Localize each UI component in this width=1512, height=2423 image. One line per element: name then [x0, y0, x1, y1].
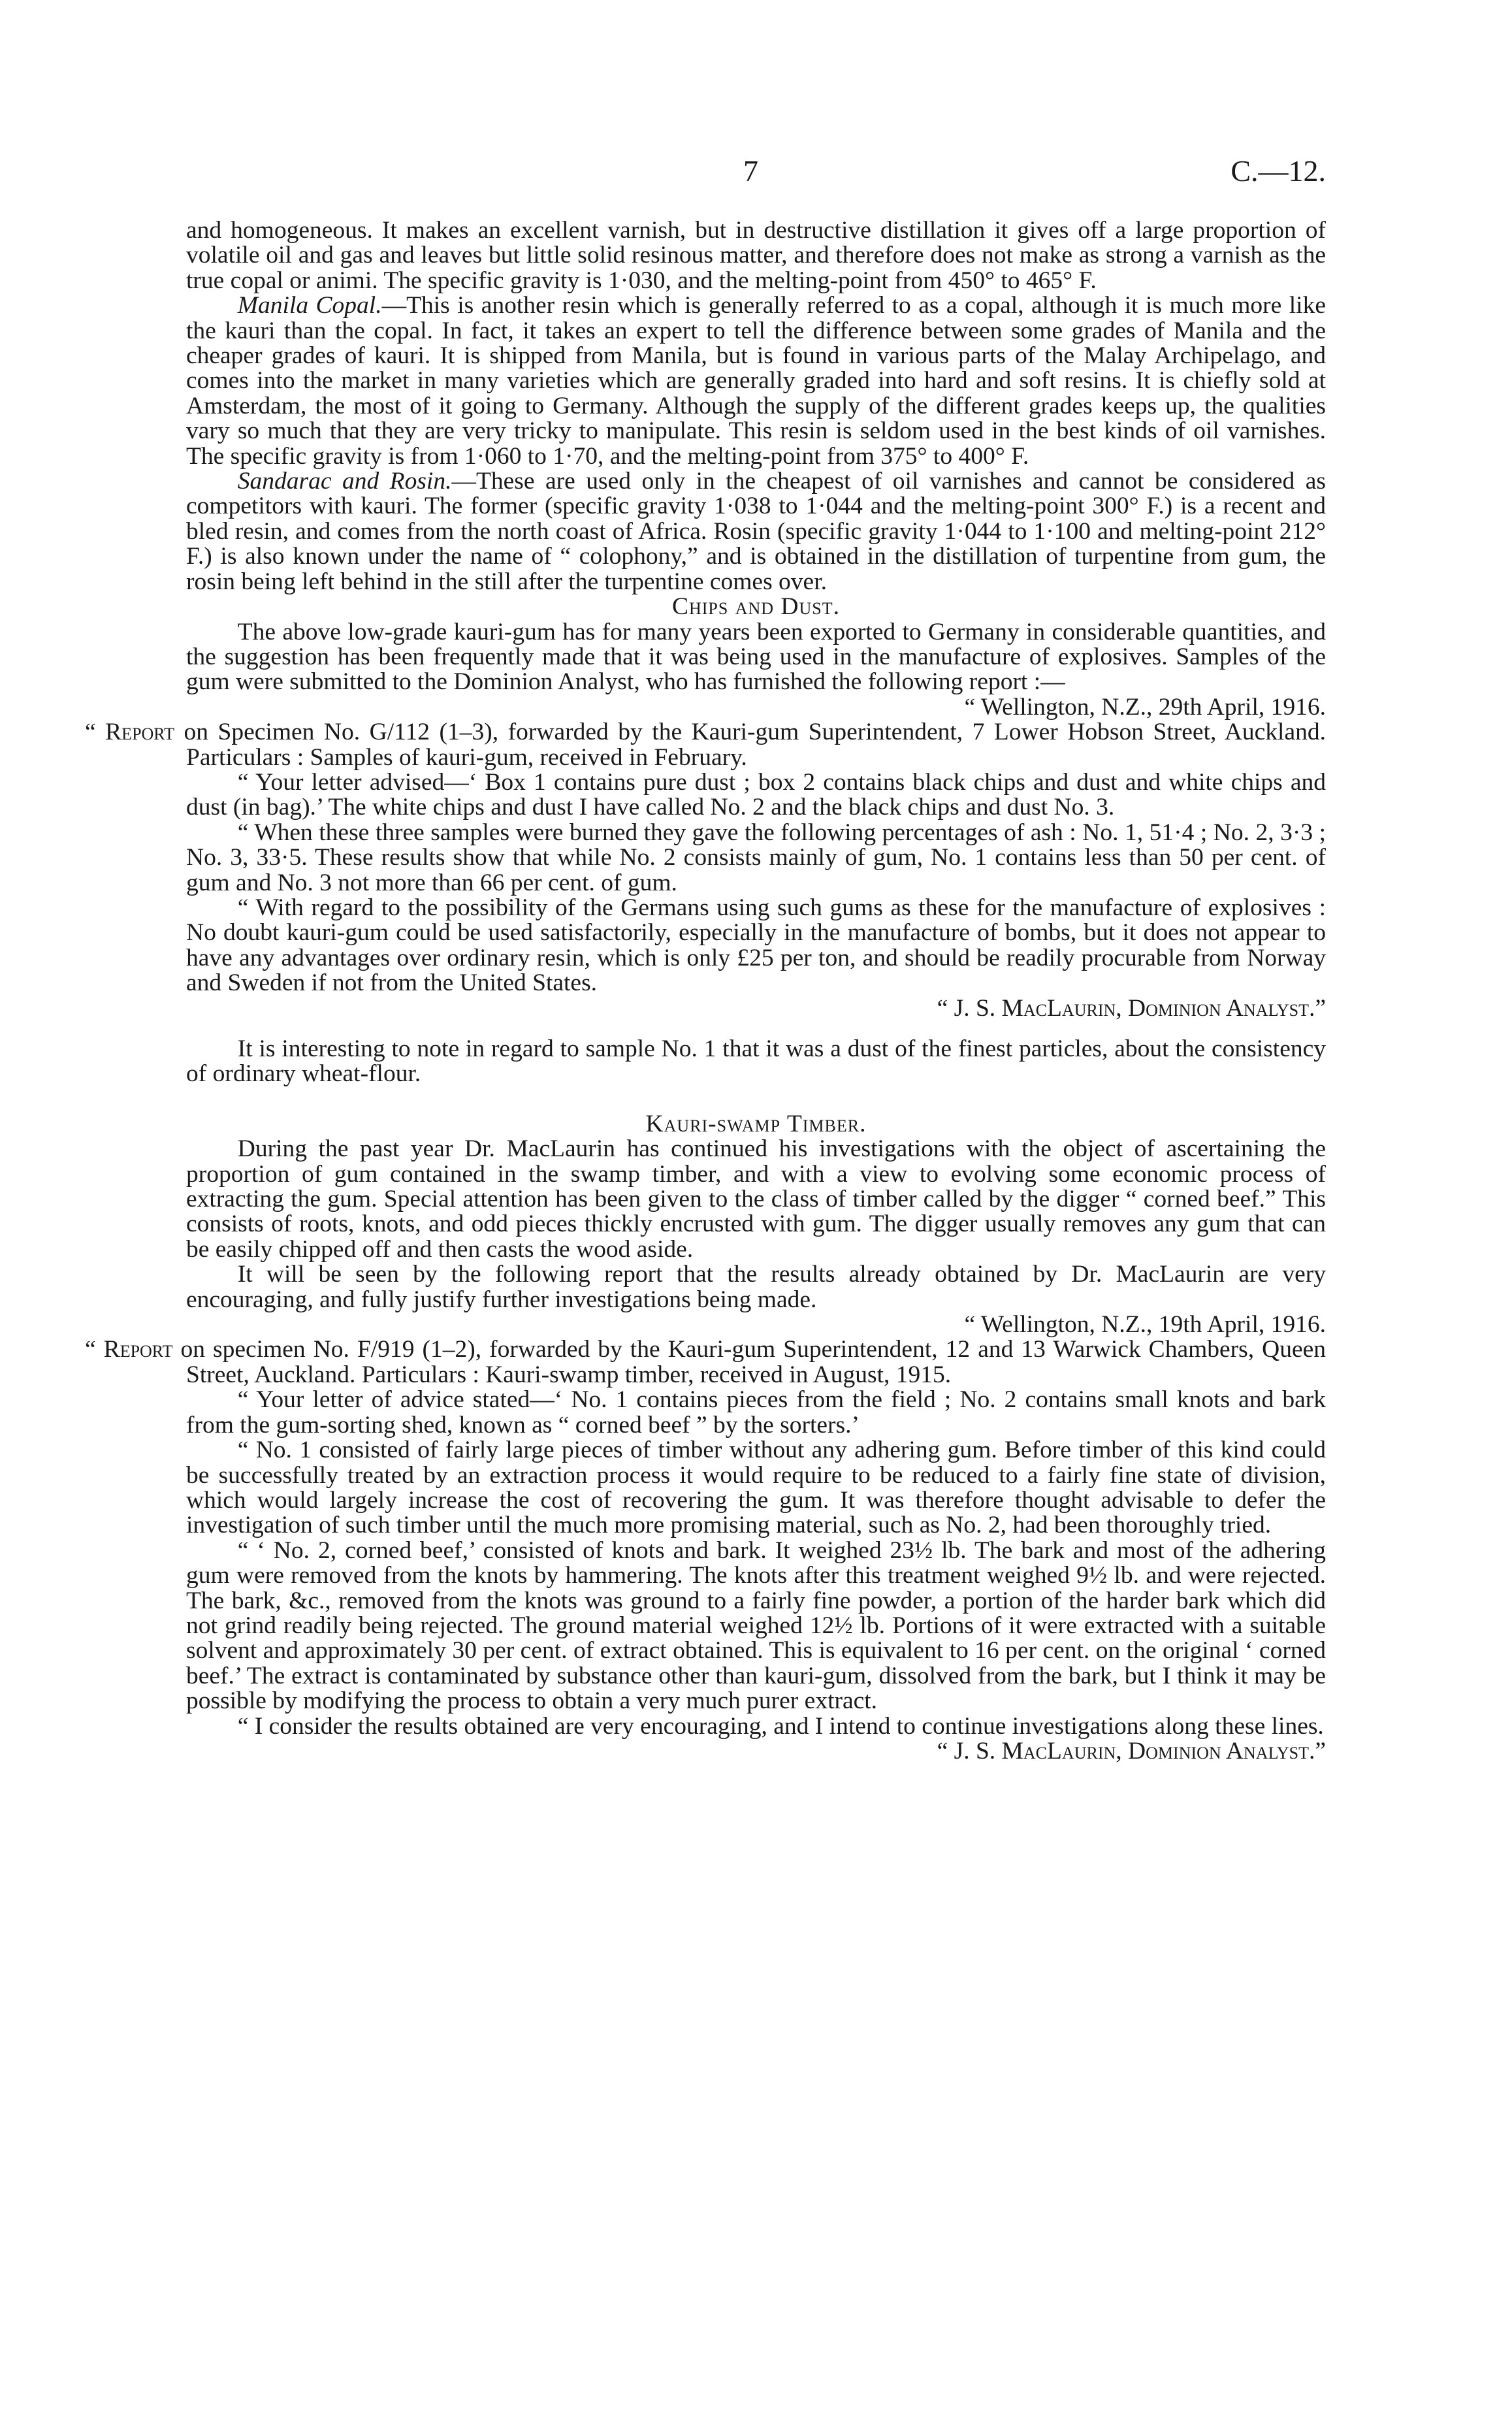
- report2-quote-advice: “ Your letter of advice stated—‘ No. 1 contains pieces from the field ; No. 2 contains small knots and bark from the gum-sorting shed, known as “ corned beef ” by the sorters.’: [186, 1386, 1326, 1439]
- paragraph-low-grade-gum: The above low-grade kauri-gum has for many years been exported to Germany in considerable quantities, and the suggestion has been frequently made that it was being used in the manufacture of explosives. Samples of the gum were submitted to the Dominion Analyst, who has furnished the following report :—: [186, 618, 1326, 696]
- report1-quote-letter: “ Your letter advised—‘ Box 1 contains pure dust ; box 2 contains black chips and dust and white chips and dust (in bag).’ The white chips and dust I have called No. 2 and the black chips and dust No. 3.: [186, 768, 1326, 821]
- report2-date: “ Wellington, N.Z., 19th April, 1916.: [964, 1311, 1326, 1339]
- report1-text: on Specimen No. G/112 (1–3), forwarded by the Kauri-gum Superintendent, 7 Lower Hobson Street, Auckland. Particulars : Samples of kauri-gum, received in February.: [174, 719, 1326, 771]
- paragraph-homogeneous: and homogeneous. It makes an excellent varnish, but in destructive distillation it gives off a large proportion of volatile oil and gas and leaves but little solid resinous matter, and therefore does not make as strong a varnish as the true copal or animi. The specific gravity is 1·030, and the melting-point from 450° to 465° F.: [186, 217, 1326, 294]
- document-reference: C.—12.: [1231, 154, 1326, 187]
- heading-chips-and-dust: Chips and Dust.: [671, 593, 841, 621]
- report2-quote-no1: “ No. 1 consisted of fairly large pieces of timber without any adhering gum. Before timber of this kind could be successfully treated by an extraction process it would require to be reduced to a fairly fine state of division, which would largely increase the cost of recovering the gum. It was therefore thought advisable to defer the investigation of such timber until the much more promising material, such as No. 2, had been thoroughly tried.: [186, 1437, 1326, 1539]
- paragraph-sample-note: It is interesting to note in regard to sample No. 1 that it was a dust of the finest particles, about the consistency of ordinary wheat-flour.: [186, 1035, 1326, 1088]
- report1-lead: “ Report: [85, 719, 174, 746]
- report2-quote-no2: “ ‘ No. 2, corned beef,’ consisted of knots and bark. It weighed 23½ lb. The bark and most of the adhering gum were removed from the knots by hammering. The knots after this treatment weighed 9½ lb. and were rejected. The bark, &c., removed from the knots was ground to a fairly fine powder, a portion of the harder bark which did not grind readily being rejected. The ground material weighed 12½ lb. Portions of it were extracted with a suitable solvent and approximately 30 per cent. of extract obtained. This is equivalent to 16 per cent. on the original ‘ corned beef.’ The extract is contaminated by substance other than kauri-gum, dissolved from the bark, but I think it may be possible by modifying the process to obtain a very much purer extract.: [186, 1537, 1326, 1715]
- manila-copal-title: Manila Copal.: [237, 292, 382, 319]
- report2-quote-conclusion: “ I consider the results obtained are very encouraging, and I intend to continue investigations along these lines.: [237, 1712, 1324, 1740]
- report1-date: “ Wellington, N.Z., 29th April, 1916.: [964, 693, 1326, 721]
- report1-signature: “ J. S. MacLaurin, Dominion Analyst.”: [937, 994, 1326, 1022]
- spacer: [186, 1021, 1326, 1037]
- report2-signature: “ J. S. MacLaurin, Dominion Analyst.”: [937, 1737, 1326, 1764]
- report2-header: [85, 1336, 1327, 1388]
- report1-quote-explosives: “ With regard to the possibility of the Germans using such gums as these for the manufacture of explosives : No doubt kauri-gum could be used satisfactorily, especially in the manufacture of bombs, but it does not appear to have any advantages over ordinary resin, which is only £25 per ton, and should be readily procurable from Norway and Sweden if not from the United States.: [186, 894, 1326, 997]
- report2-lead: “ Report: [85, 1336, 173, 1363]
- page-number: 7: [743, 154, 758, 187]
- body-text: [85, 217, 1327, 1764]
- manila-copal-text: —This is another resin which is generally referred to as a copal, although it is much more like the kauri than the copal. In fact, it takes an expert to tell the difference between some grades of Manila and the cheaper grades of kauri. It is shipped from Manila, but is found in various parts of the Malay Archipelago, and comes into the market in many varieties which are generally graded into hard and soft resins. It is chiefly sold at Amsterdam, the most of it going to Germany. Although the supply of the different grades keeps up, the qualities vary so much that they are very tricky to manipulate. This resin is seldom used in the best kinds of oil varnishes. The specific gravity is from 1·060 to 1·70, and the melting-point from 375° to 400° F.: [186, 292, 1326, 470]
- sandarac-rosin-text: —These are used only in the cheapest of oil varnishes and cannot be considered as competitors with kauri. The former (specific gravity 1·038 to 1·044 and the melting-point 300° F.) is a recent and bled resin, and comes from the north coast of Africa. Rosin (specific gravity 1·044 to 1·100 and melting-point 212° F.) is also known under the name of “ colophony,” and is obtained in the distillation of turpentine from gum, the rosin being left behind in the still after the turpentine comes over.: [186, 468, 1326, 595]
- sandarac-rosin-title: Sandarac and Rosin.: [237, 468, 452, 495]
- report1-quote-ash: “ When these three samples were burned they gave the following percentages of ash : No. 1, 51·4 ; No. 2, 3·3 ; No. 3, 33·5. These results show that while No. 2 consists mainly of gum, No. 1 contains less than 50 per cent. of gum and No. 3 not more than 66 per cent. of gum.: [186, 819, 1326, 896]
- heading-kauri-swamp-timber: Kauri-swamp Timber.: [645, 1110, 867, 1137]
- paragraph-following-report: It will be seen by the following report that the results already obtained by Dr. MacLaurin are very encouraging, and fully justify further investigations being made.: [186, 1261, 1326, 1313]
- paragraph-sandarac-rosin: [186, 469, 1326, 594]
- report2-text: on specimen No. F/919 (1–2), forwarded by the Kauri-gum Superintendent, 12 and 13 Warwick Chambers, Queen Street, Auckland. Particulars : Kauri-swamp timber, received in August, 1915.: [172, 1336, 1327, 1388]
- paragraph-investigations: During the past year Dr. MacLaurin has continued his investigations with the object of ascertaining the proportion of gum contained in the swamp timber, and with a view to evolving some economic process of extracting the gum. Special attention has been given to the class of timber called by the digger “ corned beef.” This consists of roots, knots, and odd pieces thickly encrusted with gum. The digger usually removes any gum that can be easily chipped off and then casts the wood aside.: [186, 1135, 1326, 1263]
- report1-header: [85, 719, 1326, 771]
- paragraph-manila-copal: [186, 293, 1326, 469]
